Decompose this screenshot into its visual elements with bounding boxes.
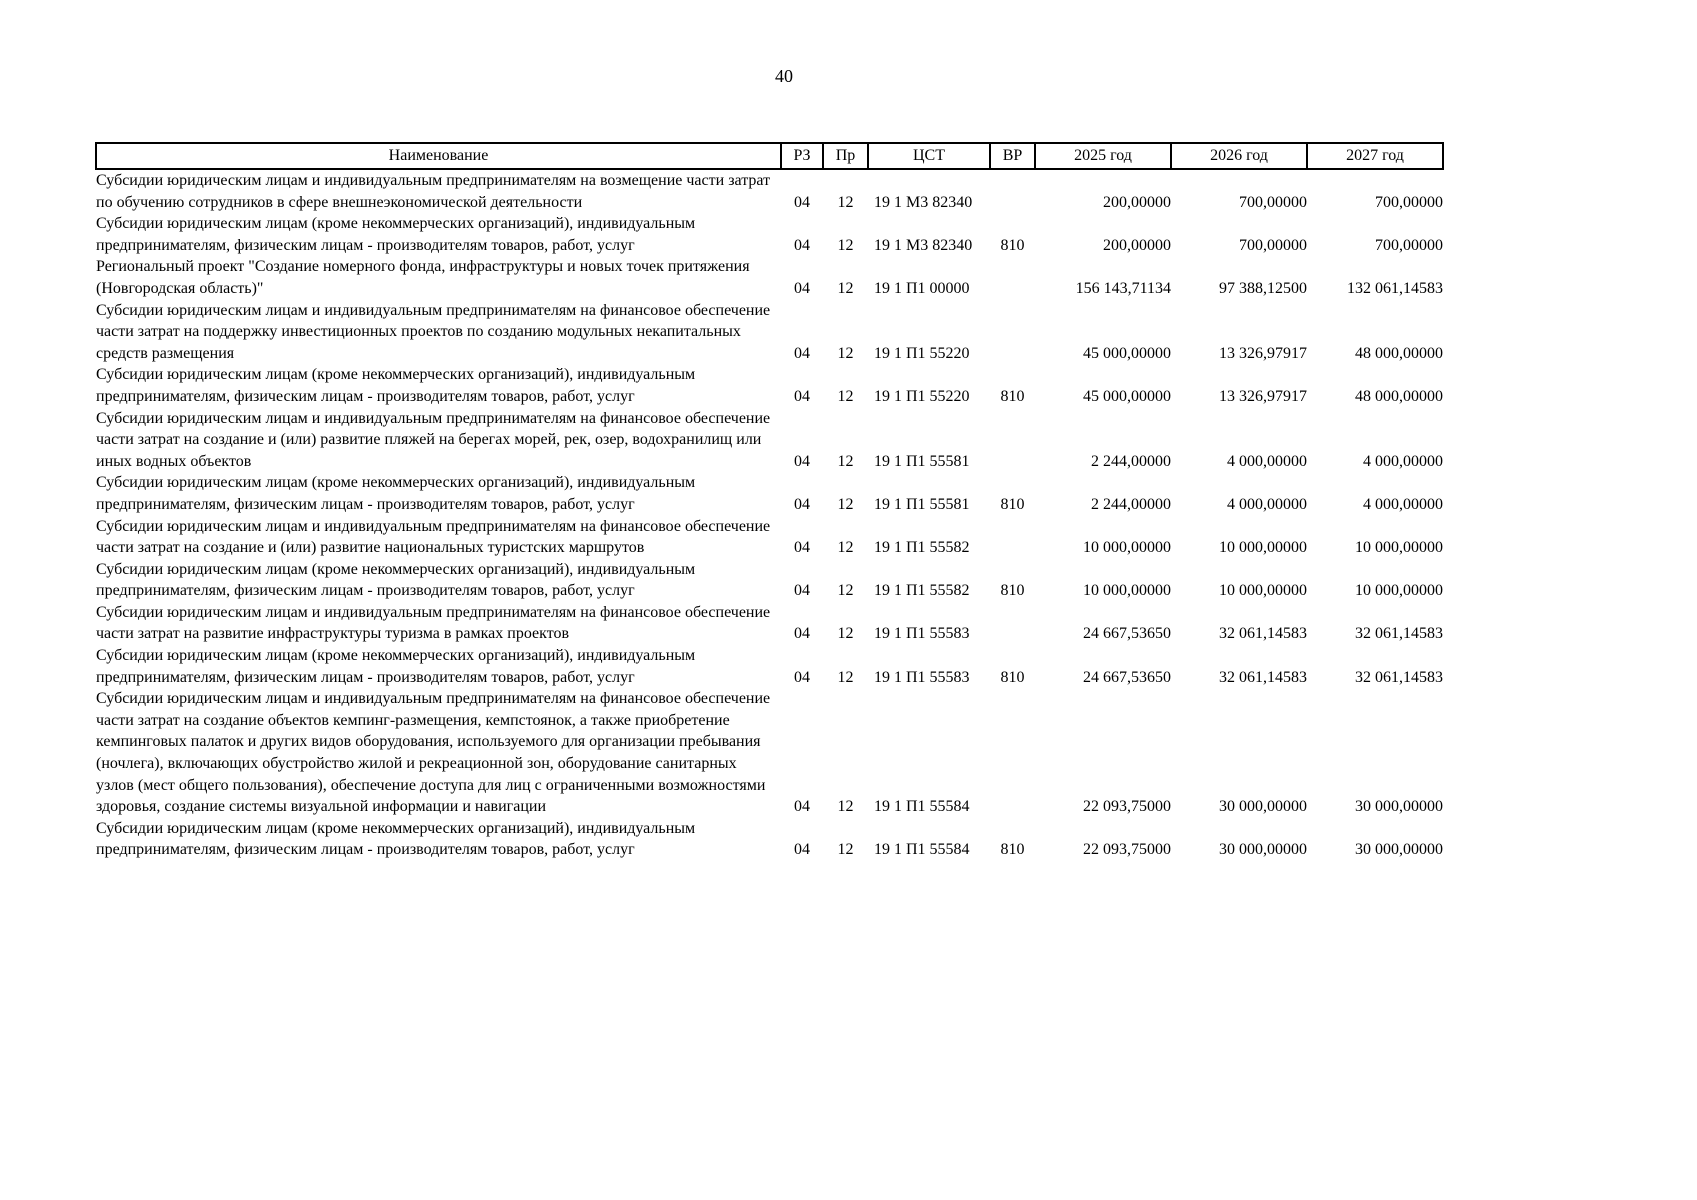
row-cst: 19 1 П1 55220 [874, 344, 970, 362]
row-pr: 12 [837, 539, 854, 557]
row-name: Субсидии юридическим лицам (кроме некоммерческих организаций), индивидуальным предпринимателям, физическим лицам - производителям товаров, работ, услуг [96, 215, 696, 254]
row-rz: 04 [794, 495, 810, 513]
row-pr: 12 [837, 193, 854, 211]
row-cst: 19 1 П1 55582 [874, 582, 970, 600]
row-vr [990, 602, 1035, 645]
row-cst: 19 1 П1 55581 [874, 452, 970, 470]
row-name: Субсидии юридическим лицам (кроме некоммерческих организаций), индивидуальным предпринимателям, физическим лицам - производителям товаров, работ, услуг [96, 560, 696, 600]
header-vr: ВР [990, 143, 1035, 169]
table-body [96, 169, 1443, 861]
row-cst: 19 1 М3 82340 [874, 193, 973, 211]
row-amount-2027: 32 061,14583 [1355, 625, 1443, 643]
row-amount-2026: 4 000,00000 [1227, 452, 1307, 470]
row-amount-2027: 4 000,00000 [1363, 452, 1443, 470]
row-amount-2025: 156 143,71134 [1075, 279, 1171, 297]
row-pr: 12 [837, 452, 854, 470]
row-name: Субсидии юридическим лицам (кроме некоммерческих организаций), индивидуальным предпринимателям, физическим лицам - производителям товаров, работ, услуг [96, 819, 696, 859]
row-amount-2025: 22 093,75000 [1083, 798, 1171, 816]
row-vr: 810 [1000, 236, 1025, 254]
table-row [96, 300, 1443, 365]
row-name: Субсидии юридическим лицам (кроме некоммерческих организаций), индивидуальным предпринимателям, физическим лицам - производителям товаров, работ, услуг [96, 474, 696, 513]
budget-table [95, 142, 1444, 861]
row-name: Субсидии юридическим лицам и индивидуальным предпринимателям на финансовое обеспечение части затрат на создание и (или) развитие национальных туристских маршрутов [96, 517, 771, 557]
row-amount-2027: 48 000,00000 [1355, 387, 1443, 405]
row-rz: 04 [794, 798, 810, 816]
table-row [96, 213, 1443, 256]
row-rz: 04 [794, 344, 810, 362]
row-name: Субсидии юридическим лицам и индивидуальным предпринимателям на финансовое обеспечение части затрат на создание и (или) развитие пляжей на берегах морей, рек, озер, водохранилищ или иных водных объектов [96, 409, 771, 470]
row-cst: 19 1 П1 55583 [874, 668, 970, 686]
row-pr: 12 [837, 582, 854, 600]
table-row [96, 559, 1443, 602]
row-vr [990, 688, 1035, 818]
header-2026: 2026 год [1171, 143, 1307, 169]
row-name: Субсидии юридическим лицам и индивидуальным предпринимателям на финансовое обеспечение части затрат на развитие инфраструктуры туризма в рамках проектов [96, 603, 771, 643]
row-pr: 12 [837, 798, 854, 816]
row-cst: 19 1 П1 00000 [874, 279, 970, 297]
row-amount-2026: 13 326,97917 [1219, 387, 1307, 405]
row-vr [990, 408, 1035, 473]
row-pr: 12 [837, 625, 854, 643]
row-amount-2027: 48 000,00000 [1355, 344, 1443, 362]
row-amount-2026: 4 000,00000 [1227, 495, 1307, 513]
row-amount-2026: 10 000,00000 [1219, 582, 1307, 600]
row-rz: 04 [794, 582, 810, 600]
row-cst: 19 1 П1 55583 [874, 625, 970, 643]
table-row [96, 516, 1443, 559]
row-rz: 04 [794, 668, 810, 686]
table-header [96, 143, 1443, 169]
row-amount-2025: 24 667,53650 [1083, 625, 1171, 643]
row-amount-2026: 30 000,00000 [1219, 798, 1307, 816]
row-pr: 12 [837, 841, 854, 859]
row-amount-2025: 10 000,00000 [1083, 539, 1171, 557]
row-amount-2025: 200,00000 [1103, 236, 1171, 254]
row-vr [990, 516, 1035, 559]
row-amount-2026: 10 000,00000 [1219, 539, 1307, 557]
row-rz: 04 [794, 841, 810, 859]
header-pr: Пр [823, 143, 868, 169]
row-amount-2027: 132 061,14583 [1347, 279, 1443, 297]
row-amount-2026: 32 061,14583 [1219, 668, 1307, 686]
row-rz: 04 [794, 236, 810, 254]
row-cst: 19 1 П1 55584 [874, 841, 970, 859]
row-name: Региональный проект "Создание номерного фонда, инфраструктуры и новых точек притяжения (Новгородская область)" [96, 258, 750, 297]
row-amount-2026: 30 000,00000 [1219, 841, 1307, 859]
row-amount-2027: 10 000,00000 [1355, 582, 1443, 600]
row-name: Субсидии юридическим лицам и индивидуальным предпринимателям на финансовое обеспечение части затрат на создание объектов кемпинг-размещения, кемпстоянок, а также приобретение кемпинговых палаток и других видов оборудования, используемого для организации пребывания (ночлега), включающих обустройство жилой и рекреационной зон, оборудование санитарных узлов (мест общего пользования), обеспечение доступа для лиц с ограниченными возможностями здоровья, создание системы визуальной информации и навигации [96, 690, 771, 816]
row-name: Субсидии юридическим лицам и индивидуальным предпринимателям на возмещение части затрат по обучению сотрудников в сфере внешнеэкономической деятельности [96, 172, 771, 211]
row-cst: 19 1 П1 55582 [874, 539, 970, 557]
row-vr: 810 [1000, 582, 1025, 600]
table-row [96, 645, 1443, 688]
table-row [96, 602, 1443, 645]
row-amount-2026: 97 388,12500 [1219, 279, 1307, 297]
row-pr: 12 [837, 236, 854, 254]
row-amount-2026: 700,00000 [1239, 193, 1307, 211]
table-row [96, 688, 1443, 818]
row-amount-2025: 10 000,00000 [1083, 582, 1171, 600]
row-cst: 19 1 М3 82340 [874, 236, 973, 254]
row-rz: 04 [794, 625, 810, 643]
row-vr [990, 256, 1035, 299]
row-vr: 810 [1000, 387, 1025, 405]
header-rz: РЗ [781, 143, 823, 169]
row-vr: 810 [1000, 668, 1025, 686]
row-amount-2027: 700,00000 [1375, 193, 1443, 211]
row-pr: 12 [837, 279, 854, 297]
row-amount-2025: 22 093,75000 [1083, 841, 1171, 859]
row-amount-2026: 32 061,14583 [1219, 625, 1307, 643]
row-pr: 12 [837, 387, 854, 405]
row-cst: 19 1 П1 55581 [874, 495, 970, 513]
row-amount-2025: 45 000,00000 [1083, 387, 1171, 405]
row-amount-2025: 2 244,00000 [1091, 452, 1171, 470]
row-rz: 04 [794, 387, 810, 405]
table-row [96, 169, 1443, 213]
row-amount-2025: 45 000,00000 [1083, 344, 1171, 362]
row-amount-2026: 13 326,97917 [1219, 344, 1307, 362]
table-row [96, 818, 1443, 861]
row-amount-2027: 32 061,14583 [1355, 668, 1443, 686]
page-number: 40 [775, 66, 793, 86]
row-amount-2025: 2 244,00000 [1091, 495, 1171, 513]
header-2025: 2025 год [1035, 143, 1171, 169]
table-row [96, 364, 1443, 407]
row-cst: 19 1 П1 55220 [874, 387, 970, 405]
header-row [96, 143, 1443, 169]
row-pr: 12 [837, 495, 854, 513]
table-row [96, 256, 1443, 299]
row-amount-2025: 24 667,53650 [1083, 668, 1171, 686]
row-cst: 19 1 П1 55584 [874, 798, 970, 816]
row-name: Субсидии юридическим лицам (кроме некоммерческих организаций), индивидуальным предпринимателям, физическим лицам - производителям товаров, работ, услуг [96, 366, 696, 405]
row-rz: 04 [794, 279, 810, 297]
row-pr: 12 [837, 668, 854, 686]
row-amount-2027: 10 000,00000 [1355, 539, 1443, 557]
row-amount-2027: 700,00000 [1375, 236, 1443, 254]
row-vr [990, 300, 1035, 365]
row-amount-2027: 30 000,00000 [1355, 798, 1443, 816]
row-amount-2027: 30 000,00000 [1355, 841, 1443, 859]
row-amount-2026: 700,00000 [1239, 236, 1307, 254]
row-name: Субсидии юридическим лицам и индивидуальным предпринимателям на финансовое обеспечение части затрат на поддержку инвестиционных проектов по созданию модульных некапитальных средств размещения [96, 301, 771, 362]
row-rz: 04 [794, 539, 810, 557]
table-row [96, 472, 1443, 515]
row-vr: 810 [1000, 841, 1025, 859]
header-name: Наименование [96, 143, 781, 169]
row-vr: 810 [1000, 495, 1025, 513]
row-name: Субсидии юридическим лицам (кроме некоммерческих организаций), индивидуальным предпринимателям, физическим лицам - производителям товаров, работ, услуг [96, 647, 696, 686]
row-amount-2025: 200,00000 [1103, 193, 1171, 211]
header-2027: 2027 год [1307, 143, 1443, 169]
row-vr [990, 169, 1035, 213]
table-row [96, 408, 1443, 473]
row-rz: 04 [794, 193, 810, 211]
row-amount-2027: 4 000,00000 [1363, 495, 1443, 513]
row-pr: 12 [837, 344, 854, 362]
header-cst: ЦСТ [868, 143, 990, 169]
row-rz: 04 [794, 452, 810, 470]
